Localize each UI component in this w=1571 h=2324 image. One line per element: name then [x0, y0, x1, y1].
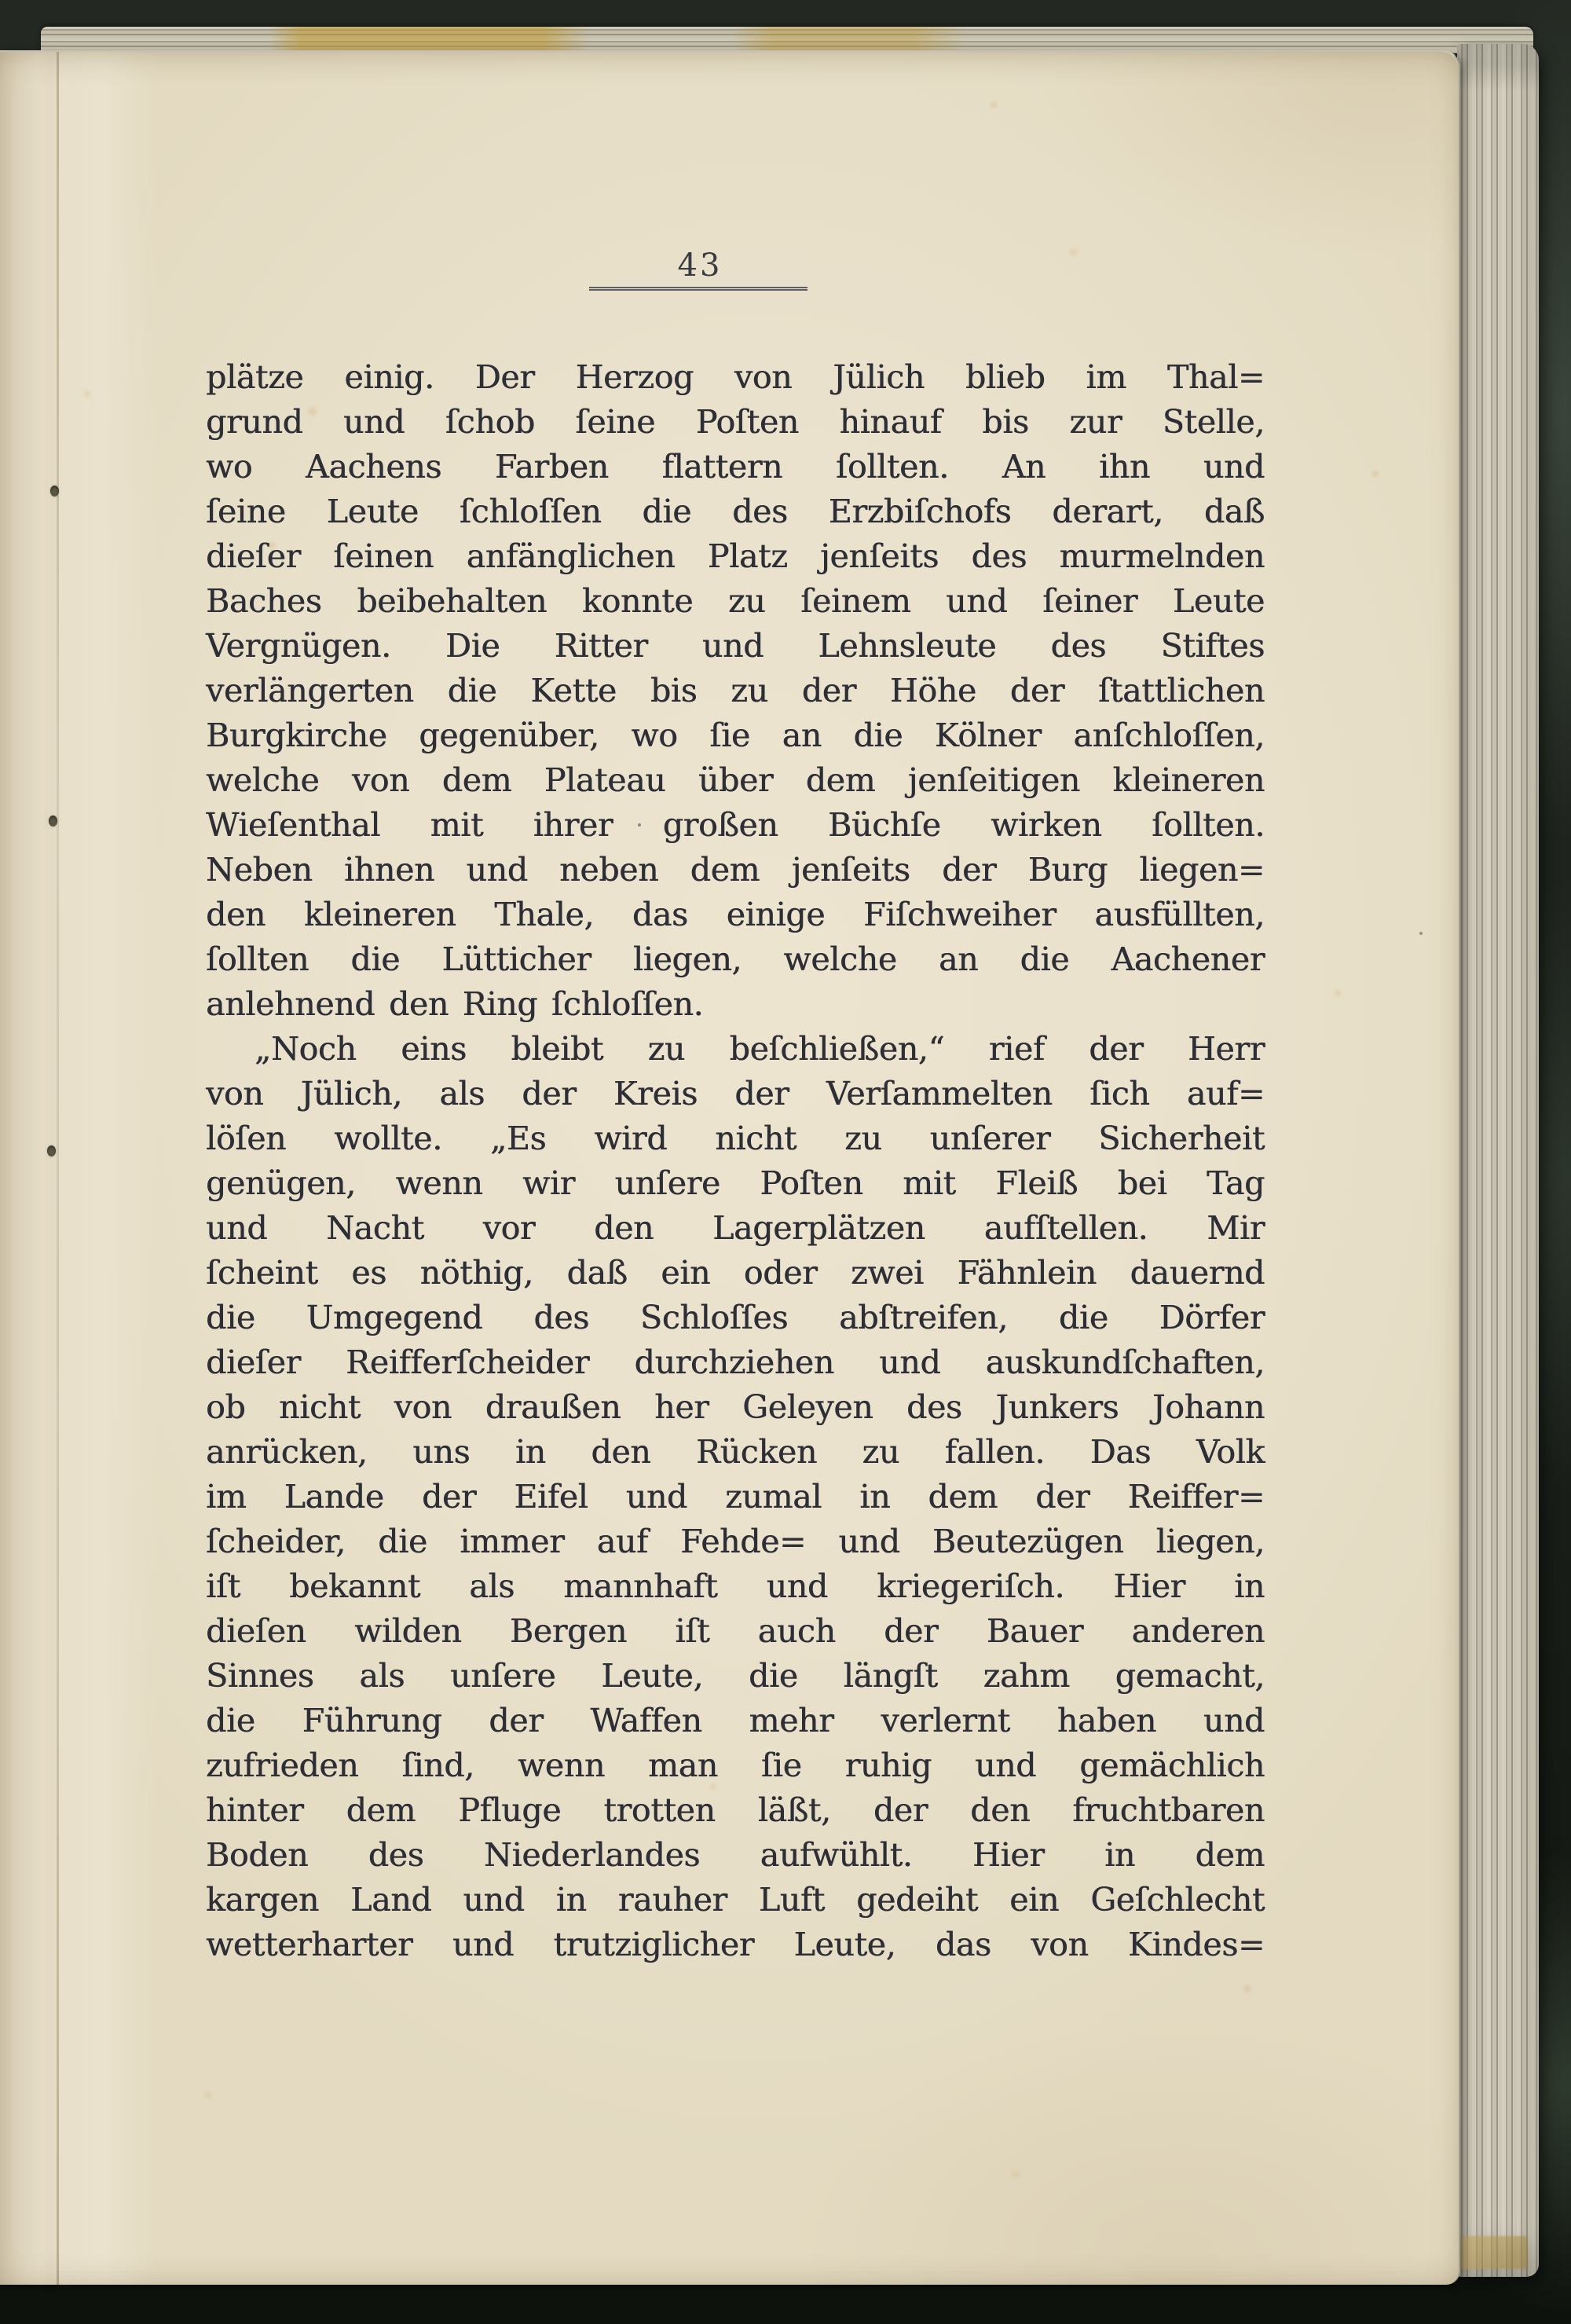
text-line: Burgkirche gegenüber, wo ſie an die Kölner anſchloſſen,	[206, 717, 1265, 754]
page-number: 43	[677, 247, 723, 284]
text-line: dieſer Reifferſcheider durchziehen und auskundſchaften,	[206, 1343, 1265, 1381]
text-line: genügen, wenn wir unſere Poſten mit Fleiß bei Tag	[206, 1164, 1265, 1202]
text-line: plätze einig. Der Herzog von Jülich blieb im Thal=	[206, 358, 1265, 396]
text-line: löſen wollte. „Es wird nicht zu unſerer Sicherheit	[206, 1120, 1265, 1157]
book-page	[0, 50, 1460, 2285]
text-line: Vergnügen. Die Ritter und Lehnsleute des Stiftes	[206, 627, 1265, 665]
text-line: ſollten die Lütticher liegen, welche an die Aachener	[206, 940, 1265, 978]
text-line: und Nacht vor den Lagerplätzen aufſtellen. Mir	[206, 1209, 1265, 1247]
page-edges-fore-edge	[1457, 44, 1539, 2277]
text-line: grund und ſchob ſeine Poſten hinauf bis zur Stelle,	[206, 403, 1265, 441]
text-line: wo Aachens Farben flattern ſollten. An ihn und	[206, 448, 1265, 486]
page-edges-top	[41, 27, 1533, 53]
text-line: kargen Land und in rauher Luft gedeiht ein Geſchlecht	[206, 1881, 1265, 1919]
sewing-hole	[50, 486, 59, 497]
text-line: Sinnes als unſere Leute, die längſt zahm gemacht,	[206, 1657, 1265, 1695]
text-line: Baches beibehalten konnte zu ſeinem und ſeiner Leute	[206, 582, 1265, 620]
text-line: Boden des Niederlandes aufwühlt. Hier in dem	[206, 1836, 1265, 1874]
text-line: ſeine Leute ſchloſſen die des Erzbiſchofs derart, daß	[206, 493, 1265, 530]
ink-speck	[1419, 932, 1423, 935]
text-line: anlehnend den Ring ſchloſſen.	[206, 985, 704, 1023]
gutter-crease	[57, 52, 59, 2285]
text-line: wetterharter und trutziglicher Leute, das von Kindes=	[206, 1926, 1265, 1963]
text-line: dieſer ſeinen anfänglichen Platz jenſeits des murmelnden	[206, 537, 1265, 575]
foxing-spots	[0, 52, 5, 57]
text-line: zufrieden ſind, wenn man ſie ruhig und gemächlich	[206, 1747, 1265, 1784]
text-line: ſcheint es nöthig, daß ein oder zwei Fähnlein dauernd	[206, 1254, 1265, 1292]
text-line: im Lande der Eifel und zumal in dem der Reiffer=	[206, 1478, 1265, 1516]
sewing-hole	[47, 1146, 56, 1157]
text-line: von Jülich, als der Kreis der Verſammelten ſich auf=	[206, 1075, 1265, 1113]
text-line: verlängerten die Kette bis zu der Höhe der ſtattlichen	[206, 672, 1265, 709]
text-line: iſt bekannt als mannhaft und kriegeriſch. Hier in	[206, 1567, 1265, 1605]
text-line: ob nicht von draußen her Geleyen des Junkers Johann	[206, 1388, 1265, 1426]
gilt-edge	[1460, 2236, 1528, 2269]
text-line: die Führung der Waffen mehr verlernt haben und	[206, 1702, 1265, 1739]
text-line: die Umgegend des Schloſſes abſtreifen, die Dörfer	[206, 1299, 1265, 1336]
text-line: anrücken, uns in den Rücken zu fallen. Das Volk	[206, 1433, 1265, 1471]
text-line: welche von dem Plateau über dem jenſeitigen kleineren	[206, 761, 1265, 799]
text-line: dieſen wilden Bergen iſt auch der Bauer anderen	[206, 1612, 1265, 1650]
sewing-hole	[49, 816, 57, 827]
text-line: Wieſenthal mit ihrer großen Büchſe wirken ſollten.	[206, 806, 1265, 844]
text-line: ſcheider, die immer auf Fehde= und Beutezügen liegen,	[206, 1523, 1265, 1560]
text-line: „Noch eins bleibt zu beſchließen,“ rief der Herr	[255, 1030, 1265, 1068]
text-line: den kleineren Thale, das einige Fiſchweiher ausfüllten,	[206, 896, 1265, 933]
body-text	[206, 355, 1265, 1967]
page-number-rule	[589, 287, 807, 291]
text-line: hinter dem Pfluge trotten läßt, der den fruchtbaren	[206, 1791, 1265, 1829]
text-line: Neben ihnen und neben dem jenſeits der Burg liegen=	[206, 851, 1265, 889]
